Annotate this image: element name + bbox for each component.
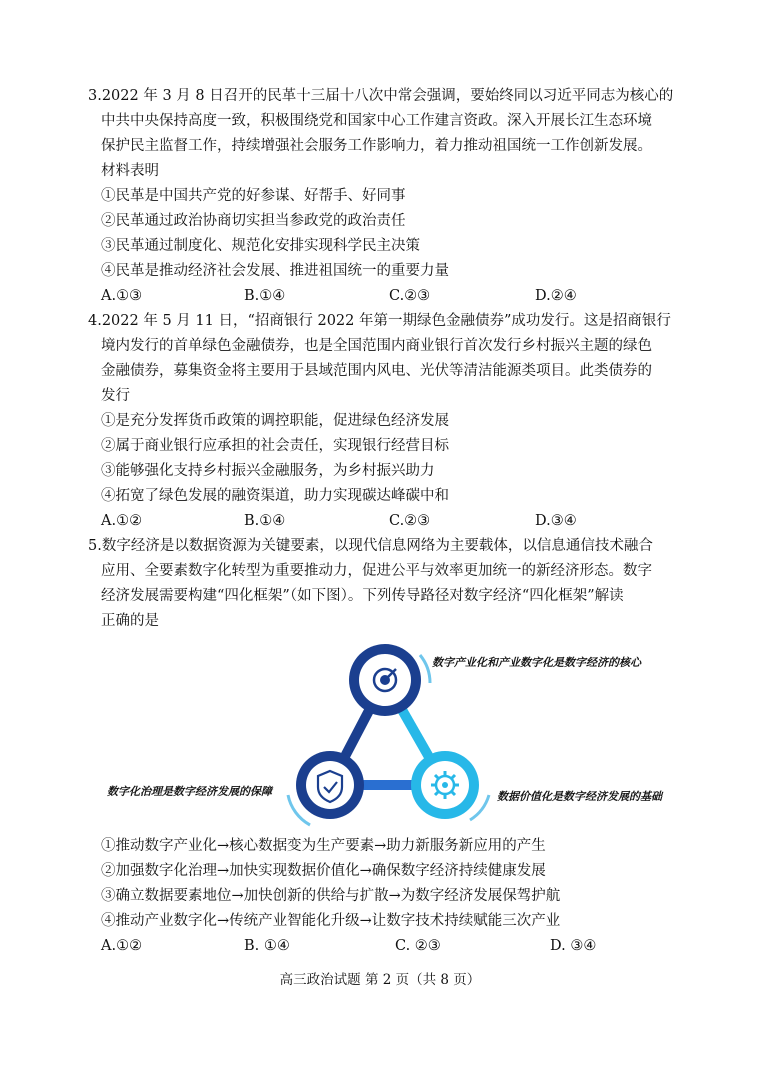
q3-choices xyxy=(0,286,760,306)
q4-line-3: 金融债券，募集资金将主要用于县域范围内风电、光伏等清洁能源类项目。此类债券的 xyxy=(101,363,652,379)
diagram-label-top: 数字产业化和产业数字化是数字经济的核心 xyxy=(432,656,641,669)
q5-line-2: 应用、全要素数字化转型为重要推动力，促进公平与效率更加统一的新经济形态。数字 xyxy=(101,563,652,579)
q3-line-4: 材料表明 xyxy=(101,163,159,179)
q5-choices xyxy=(0,936,760,956)
q3-choice-d: D.②④ xyxy=(535,288,577,304)
q4-option-3: ③能够强化支持乡村振兴金融服务，为乡村振兴助力 xyxy=(101,463,435,479)
diagram-label-right: 数据价值化是数字经济发展的基础 xyxy=(497,790,662,803)
q5-line-4: 正确的是 xyxy=(101,613,159,629)
q3-line-1: 3.2022 年 3 月 8 日召开的民革十三届十八次中常会强调，要始终同以习近平同志为核心的 xyxy=(88,88,674,104)
q5-option-2: ②加强数字化治理→加快实现数据价值化→确保数字经济持续健康发展 xyxy=(101,863,546,879)
q3-option-4: ④民革是推动经济社会发展、推进祖国统一的重要力量 xyxy=(101,263,449,279)
q5-choice-c: C. ②③ xyxy=(395,938,441,954)
q3-option-3: ③民革通过制度化、规范化安排实现科学民主决策 xyxy=(101,238,420,254)
q4-choice-b: B.①④ xyxy=(244,513,286,529)
page-footer: 高三政治试题 第 2 页（共 8 页） xyxy=(279,972,481,988)
q5-option-3: ③确立数据要素地位→加快创新的供给与扩散→为数字经济发展保驾护航 xyxy=(101,888,561,904)
q3-line-2: 中共中央保持高度一致，积极围绕党和国家中心工作建言资政。深入开展长江生态环境 xyxy=(101,113,652,129)
q4-line-2: 境内发行的首单绿色金融债券，也是全国范围内商业银行首次发行乡村振兴主题的绿色 xyxy=(101,338,652,354)
q4-choice-a: A.①② xyxy=(101,513,143,529)
q3-choice-a: A.①③ xyxy=(101,288,143,304)
q4-line-4: 发行 xyxy=(101,388,130,404)
q4-choice-c: C.②③ xyxy=(389,513,431,529)
q4-choice-d: D.③④ xyxy=(535,513,577,529)
q4-option-4: ④拓宽了绿色发展的融资渠道，助力实现碳达峰碳中和 xyxy=(101,488,449,504)
q3-line-3: 保护民主监督工作，持续增强社会服务工作影响力，着力推动祖国统一工作创新发展。 xyxy=(101,138,652,154)
q5-choice-d: D. ③④ xyxy=(550,938,597,954)
right-node xyxy=(411,751,489,820)
q3-option-2: ②民革通过政治协商切实担当参政党的政治责任 xyxy=(101,213,406,229)
gear-icon xyxy=(431,771,459,799)
q5-choice-a: A.①② xyxy=(101,938,143,954)
q4-option-2: ②属于商业银行应承担的社会责任，实现银行经营目标 xyxy=(101,438,449,454)
left-node xyxy=(288,751,364,825)
q5-line-3: 经济发展需要构建“四化框架”（如下图）。下列传导路径对数字经济“四化框架”解读 xyxy=(101,588,624,604)
q5-choice-b: B. ①④ xyxy=(244,938,290,954)
q4-choices xyxy=(0,511,760,531)
diagram-label-left: 数字化治理是数字经济发展的保障 xyxy=(107,785,272,798)
q4-line-1: 4.2022 年 5 月 11 日，“招商银行 2022 年第一期绿色金融债券”成功发行。这是招商银行 xyxy=(88,313,671,329)
q5-option-1: ①推动数字产业化→核心数据变为生产要素→助力新服务新应用的产生 xyxy=(101,838,546,854)
top-node xyxy=(349,644,430,716)
q4-option-1: ①是充分发挥货币政策的调控职能，促进绿色经济发展 xyxy=(101,413,449,429)
q5-option-4: ④推动产业数字化→传统产业智能化升级→让数字技术持续赋能三次产业 xyxy=(101,913,561,929)
q3-choice-b: B.①④ xyxy=(244,288,286,304)
q5-line-1: 5.数字经济是以数据资源为关键要素，以现代信息网络为主要载体，以信息通信技术融合 xyxy=(88,538,653,554)
q3-choice-c: C.②③ xyxy=(389,288,431,304)
four-framework-diagram xyxy=(0,635,760,855)
q3-option-1: ①民革是中国共产党的好参谋、好帮手、好同事 xyxy=(101,188,406,204)
